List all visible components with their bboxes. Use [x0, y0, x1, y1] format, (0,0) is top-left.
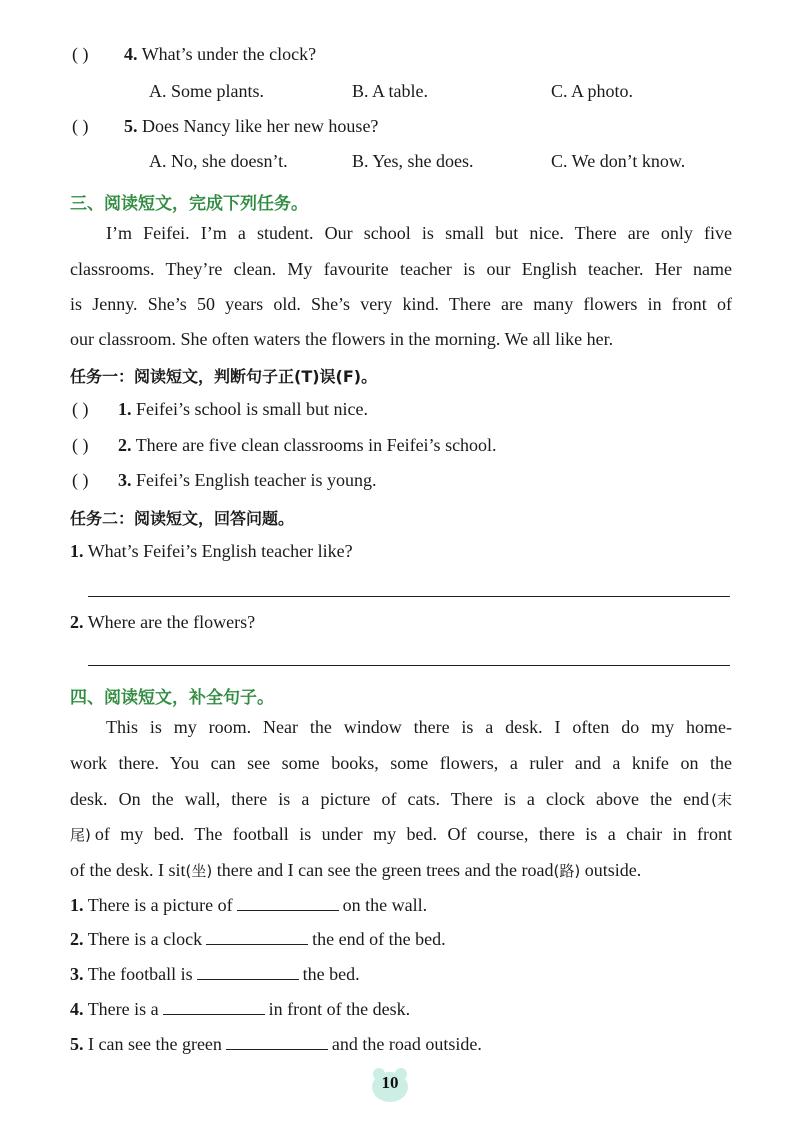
answer-paren[interactable]: ( ): [72, 44, 89, 64]
tf-text: [118, 399, 368, 420]
word-note: 尾): [70, 826, 91, 844]
passage-line: I’m Feifei. I’m a student. Our school is small but nice. There are only five: [106, 223, 732, 243]
item-stem: What’s Feifei’s English teacher like?: [87, 541, 353, 561]
fill-blank[interactable]: [226, 1035, 328, 1050]
option-b: B. Yes, she does.: [352, 151, 474, 171]
item-number: 3.: [118, 470, 132, 490]
option-a: A. No, she doesn’t.: [149, 151, 288, 171]
fill-item-3: [70, 964, 360, 985]
task-2-heading: 任务二：阅读短文，回答问题。: [70, 509, 295, 528]
passage-text: there and I can see the green trees and the road: [216, 860, 554, 880]
passage-line: is Jenny. She’s 50 years old. She’s very kind. There are many flowers in front of: [70, 294, 732, 314]
option-a: A. Some plants.: [149, 81, 264, 101]
option-b: B. A table.: [352, 81, 428, 101]
item-before: There is a clock: [87, 929, 203, 949]
item-number: 2.: [118, 435, 132, 455]
question-text: [124, 44, 316, 65]
question-number: 4.: [124, 44, 138, 64]
item-after: the bed.: [302, 964, 360, 984]
item-stem: There are five clean classrooms in Feifei’s school.: [135, 435, 497, 455]
word-note: (路): [553, 862, 581, 880]
question-stem: What’s under the clock?: [141, 44, 317, 64]
option-c: C. A photo.: [551, 81, 634, 101]
passage-line: [70, 789, 732, 810]
fill-blank[interactable]: [237, 896, 339, 911]
item-number: 2.: [70, 929, 84, 949]
question-number: 5.: [124, 116, 138, 136]
item-number: 3.: [70, 964, 84, 984]
passage-text: desk. On the wall, there is a picture of cats. There is a clock above the end: [70, 789, 710, 809]
word-note: (末: [711, 791, 732, 809]
answer-line[interactable]: [88, 665, 730, 666]
section-3-heading: 三、阅读短文，完成下列任务。: [70, 194, 308, 214]
tf-text: [118, 435, 497, 456]
option-c: C. We don’t know.: [551, 151, 686, 171]
task-1-heading: 任务一：阅读短文，判断句子正(T)误(F)。: [70, 367, 378, 386]
fill-item-4: [70, 999, 410, 1020]
fill-item-1: [70, 895, 427, 916]
item-number: 1.: [70, 895, 84, 915]
item-after: and the road outside.: [331, 1034, 482, 1054]
item-before: There is a: [87, 999, 159, 1019]
word-note: (坐): [185, 862, 213, 880]
answer-paren[interactable]: ( ): [72, 435, 89, 455]
item-stem: Where are the flowers?: [87, 612, 256, 632]
passage-line: [70, 824, 732, 845]
answer-line[interactable]: [88, 596, 730, 597]
fill-blank[interactable]: [206, 930, 308, 945]
item-number: 1.: [118, 399, 132, 419]
passage-text: of my bed. The football is under my bed. Of course, there is a chair in front: [94, 824, 732, 844]
item-before: There is a picture of: [87, 895, 233, 915]
fill-item-5: [70, 1034, 482, 1055]
section-4-heading: 四、阅读短文，补全句子。: [70, 688, 274, 708]
tf-text: [118, 470, 376, 491]
passage-line: This is my room. Near the window there is a desk. I often do my home-: [106, 717, 732, 737]
passage-line: work there. You can see some books, some flowers, a ruler and a knife on the: [70, 753, 732, 773]
item-before: I can see the green: [88, 1034, 222, 1054]
item-number: 5.: [70, 1034, 84, 1054]
item-before: The football is: [87, 964, 193, 984]
passage-line: [70, 860, 641, 881]
item-after: in front of the desk.: [268, 999, 411, 1019]
fill-blank[interactable]: [197, 965, 299, 980]
item-after: on the wall.: [342, 895, 428, 915]
answer-paren[interactable]: ( ): [72, 116, 89, 136]
passage-text: of the desk. I sit: [70, 860, 186, 880]
item-number: 4.: [70, 999, 84, 1019]
answer-paren[interactable]: ( ): [72, 399, 89, 419]
question-stem: Does Nancy like her new house?: [142, 116, 379, 136]
item-after: the end of the bed.: [312, 929, 446, 949]
question-text: [124, 116, 378, 137]
item-stem: Feifei’s English teacher is young.: [136, 470, 377, 490]
qa-text: [70, 612, 255, 633]
item-number: 1.: [70, 541, 84, 561]
fill-blank[interactable]: [163, 1000, 265, 1015]
page-number: 10: [381, 1073, 399, 1092]
passage-text: outside.: [584, 860, 642, 880]
item-stem: Feifei’s school is small but nice.: [136, 399, 368, 419]
fill-item-2: [70, 929, 446, 950]
answer-paren[interactable]: ( ): [72, 470, 89, 490]
passage-line: our classroom. She often waters the flowers in the morning. We all like her.: [70, 329, 614, 349]
qa-text: [70, 541, 353, 562]
passage-line: classrooms. They’re clean. My favourite teacher is our English teacher. Her name: [70, 259, 732, 279]
item-number: 2.: [70, 612, 84, 632]
